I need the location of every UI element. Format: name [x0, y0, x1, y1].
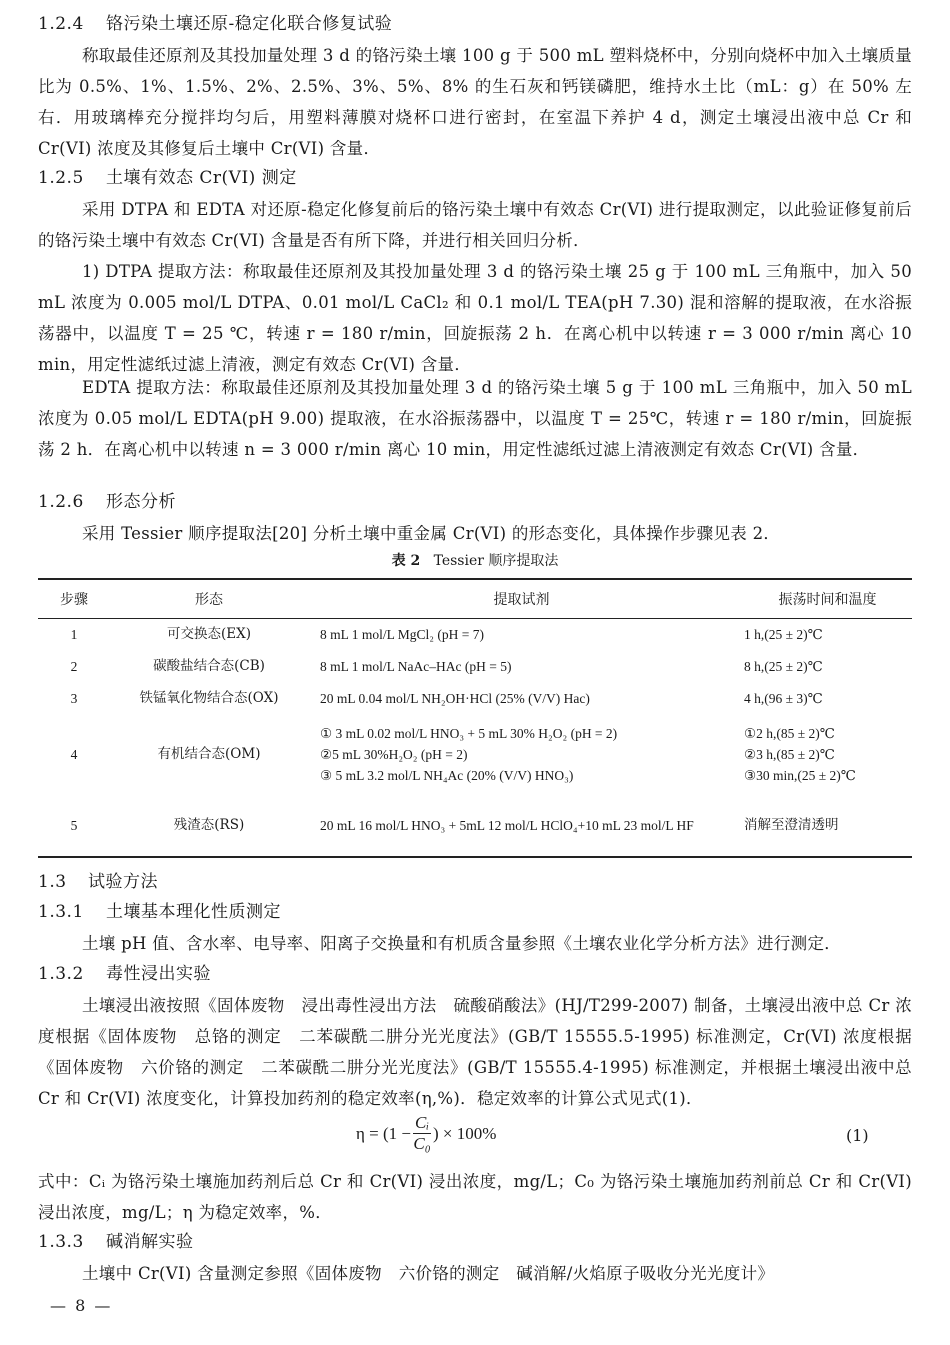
cell-form: 可交换态(EX) [167, 626, 251, 643]
equation-number: (1) [846, 1126, 869, 1145]
formula-explanation: 式中：Cᵢ 为铬污染土壤施加药剂后总 Cr 和 Cr(VI) 浸出浓度，mg/L；C₀ 为铬污染土壤施加药剂前总 Cr 和 Cr(VI) 浸出浓度，mg/L；η 为稳定效率，%． [38, 1172, 912, 1222]
heading-1-3-1: 1.3.1 土壤基本理化性质测定 [38, 902, 281, 922]
col-header-step: 步骤 [38, 579, 110, 619]
cell-condition: 消解至澄清透明 [724, 795, 912, 857]
cell-step: 3 [70, 691, 78, 706]
table-row [38, 715, 912, 795]
cell-reagent: 8 mL 1 mol/L NaAc–HAc (pH = 5) [320, 659, 512, 674]
heading-1-3-2: 1.3.2 毒性浸出实验 [38, 964, 211, 984]
cell-condition: 4 h,(96 ± 3)℃ [744, 691, 823, 706]
cell-form: 残渣态(RS) [110, 795, 308, 857]
col-header-reagent: 提取试剂 [308, 579, 724, 619]
cell-condition: 1 h,(25 ± 2)℃ [744, 627, 823, 643]
cell-step: 4 [70, 747, 78, 762]
paragraph-dtpa-method: 1) DTPA 提取方法：称取最佳还原剂及其投加量处理 3 d 的铬污染土壤 25 g 于 100 mL 三角瓶中，加入 50 mL 浓度为 0.005 mol/L DTPA、0.01 mol/L CaCl₂ 和 0.1 mol/L TEA(pH 7.30) 混和溶解的提取液，在水浴振荡器中，以温度 T = 25 ℃，转速 r = 180 r/min，回旋振荡 2 h．在离心机中以转速 r = 3 000 r/min 离心 10 min，用定性滤纸过滤上清液，测定有效态 Cr(VI) 含量． [38, 262, 912, 374]
cell-step: 5 [38, 795, 110, 857]
paragraph-1-2-6: 采用 Tessier 顺序提取法[20] 分析土壤中重金属 Cr(VI) 的形态变化，具体操作步骤见表 2． [82, 524, 781, 543]
cell-condition [724, 715, 912, 795]
heading-1-3: 1.3 试验方法 [38, 872, 158, 892]
cell-form: 铁锰氧化物结合态(OX) [139, 690, 279, 706]
paragraph-1-3-3: 土壤中 Cr(VI) 含量测定参照《固体废物 六价铬的测定 碱消解/火焰原子吸收分光光度计》 [82, 1264, 775, 1283]
cell-reagent: 20 mL 0.04 mol/L NH₂OH·HCl (25% (V/V) Hac) [320, 691, 590, 706]
page-number: — 8 — [50, 1296, 113, 1315]
reagent-line-1: ① 3 mL 0.02 mol/L HNO₃ + 5 mL 30% H₂O₂ (pH = 2) [320, 726, 618, 741]
table-caption: 表 2 Tessier 顺序提取法 [391, 553, 559, 569]
col-header-condition: 振荡时间和温度 [724, 579, 912, 619]
col-header-form: 形态 [110, 579, 308, 619]
paragraph-1-2-5-intro: 采用 DTPA 和 EDTA 对还原-稳定化修复前后的铬污染土壤中有效态 Cr(VI) 进行提取测定，以此验证修复前后的铬污染土壤中有效态 Cr(VI) 含量是否有所下降，并进行相关回归分析． [38, 200, 912, 250]
cell-form: 有机结合态(OM) [157, 746, 261, 762]
condition-line-1: ①2 h,(85 ± 2)℃ [744, 726, 835, 741]
cell-condition: 8 h,(25 ± 2)℃ [744, 659, 823, 674]
cell-reagent [308, 715, 724, 795]
table-row [38, 795, 912, 857]
paragraph-1-2-4: 称取最佳还原剂及其投加量处理 3 d 的铬污染土壤 100 g 于 500 mL 塑料烧杯中，分别向烧杯中加入土壤质量比为 0.5%、1%、1.5%、2%、2.5%、3%、5%、8% 的生石灰和钙镁磷肥，维持水土比（mL：g）在 50% 左右．用玻璃棒充分搅拌均匀后，用塑料薄膜对烧杯口进行密封，在室温下养护 4 d，测定土壤浸出液中总 Cr 和 Cr(VI) 浓度及其修复后土壤中 Cr(VI) 含量． [38, 46, 912, 158]
paragraph-1-3-2: 土壤浸出液按照《固体废物 浸出毒性浸出方法 硫酸硝酸法》(HJ/T299-2007) 制备，土壤浸出液中总 Cr 浓度根据《固体废物 总铬的测定 二苯碳酰二肼分光光度法》(GB/T 15555.5-1995) 标准测定，Cr(VI) 浓度根据《固体废物 六价铬的测定 二苯碳酰二肼分光光度法》(GB/T 15555.4-1995) 标准测定，并根据土壤浸出液中总 Cr 和 Cr(VI) 浓度变化，计算投加药剂的稳定效率(η,%)．稳定效率的计算公式见式(1)． [38, 996, 912, 1108]
table-header-row [38, 579, 912, 619]
reagent-line-3: ③ 5 mL 3.2 mol/L NH₄Ac (20% (V/V) HNO₃) [320, 768, 574, 783]
condition-line-3: ③30 min,(25 ± 2)℃ [744, 768, 856, 783]
cell-form: 碳酸盐结合态(CB) [153, 658, 265, 674]
cell-step: 1 [70, 627, 78, 643]
condition-line-2: ②3 h,(85 ± 2)℃ [744, 747, 835, 762]
stability-efficiency-formula: η = (1 − $\frac{\text{Cᵢ}}{\text{C₀}}$ ) × 100% [356, 1113, 497, 1153]
table-row [38, 651, 912, 683]
heading-1-3-3: 1.3.3 碱消解实验 [38, 1232, 194, 1252]
reagent-line-2: ②5 mL 30%H₂O₂ (pH = 2) [320, 747, 468, 762]
paragraph-edta-method: EDTA 提取方法：称取最佳还原剂及其投加量处理 3 d 的铬污染土壤 5 g 于 100 mL 三角瓶中，加入 50 mL 浓度为 0.05 mol/L EDTA(pH 9.00) 提取液，在水浴振荡器中，以温度 T = 25℃，转速 r = 180 r/min，回旋振荡 2 h．在离心机中以转速 n = 3 000 r/min 离心 10 min，用定性滤纸过滤上清液测定有效态 Cr(VI) 含量． [38, 378, 912, 459]
table-row [38, 683, 912, 715]
cell-step: 2 [70, 659, 78, 674]
heading-1-2-4: 1.2.4 铬污染土壤还原-稳定化联合修复试验 [38, 14, 393, 34]
cell-reagent: 20 mL 16 mol/L HNO₃ + 5mL 12 mol/L HClO₄+10 mL 23 mol/L HF [308, 795, 724, 857]
paragraph-1-3-1: 土壤 pH 值、含水率、电导率、阳离子交换量和有机质含量参照《土壤农业化学分析方法》进行测定． [82, 934, 842, 953]
cell-reagent: 8 mL 1 mol/L MgCl₂ (pH = 7) [320, 627, 484, 643]
tessier-table [38, 578, 912, 858]
heading-1-2-5: 1.2.5 土壤有效态 Cr(VI) 测定 [38, 168, 297, 188]
formula-fraction: $\frac{\text{Cᵢ}}{\text{C₀}}$ [413, 1113, 431, 1153]
heading-1-2-6: 1.2.6 形态分析 [38, 492, 176, 512]
table-row [38, 619, 912, 651]
